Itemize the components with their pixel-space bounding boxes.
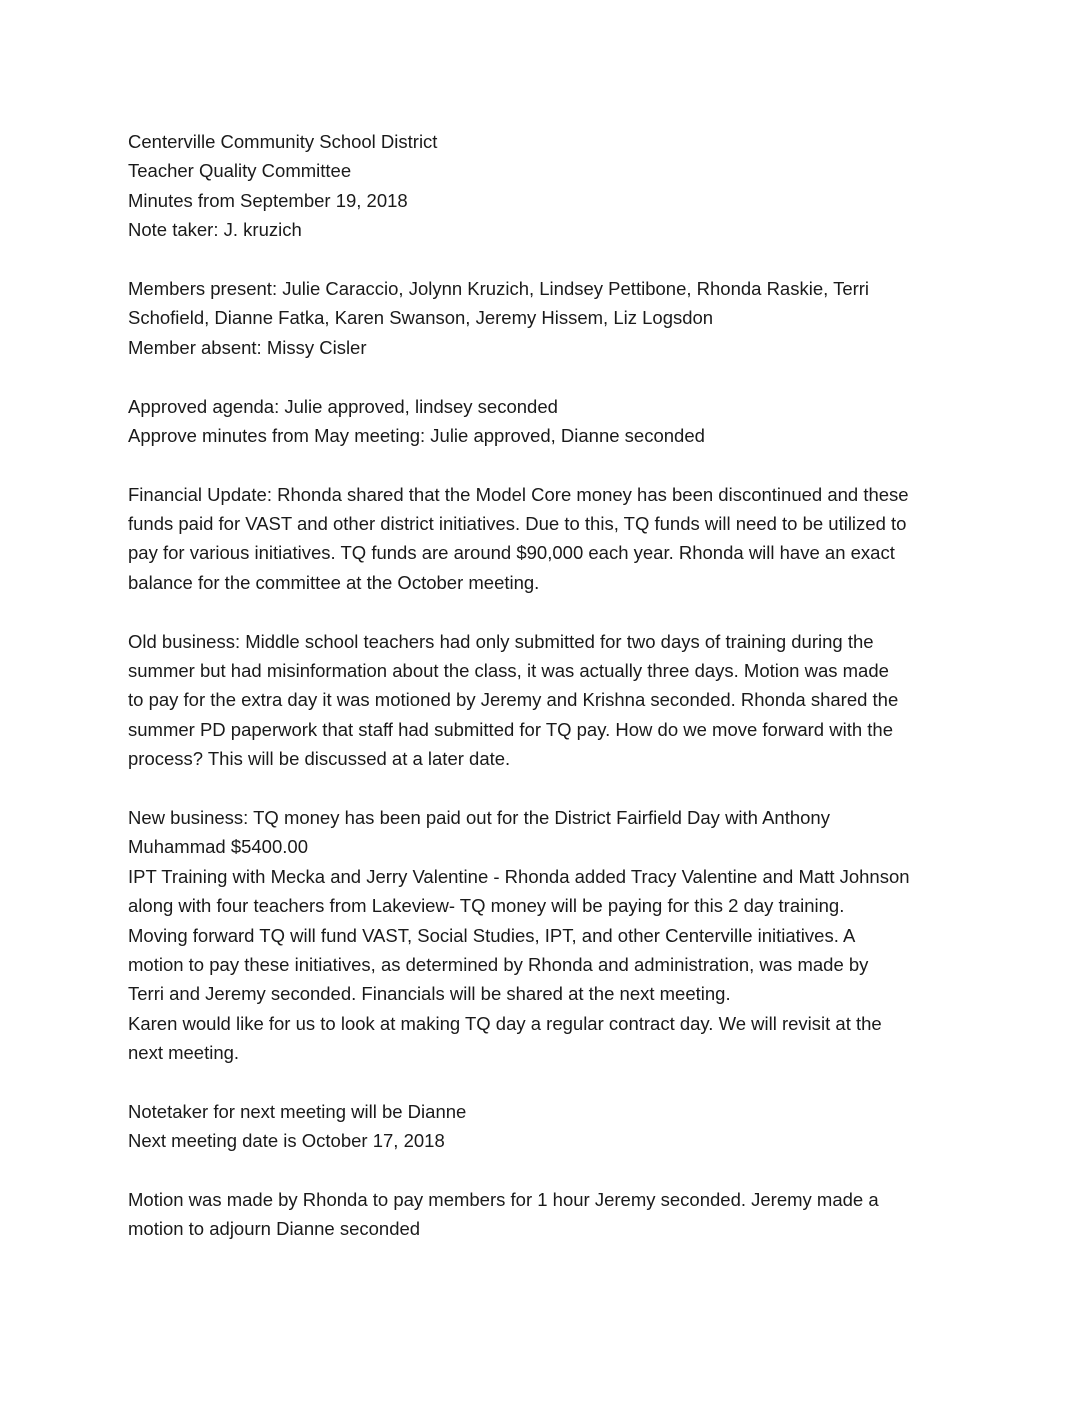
financial-update-line: pay for various initiatives. TQ funds are around $90,000 each year. Rhonda will have an exact xyxy=(128,542,895,564)
old-business-line: to pay for the extra day it was motioned by Jeremy and Krishna seconded. Rhonda shared the xyxy=(128,689,899,711)
new-business-line: Muhammad $5400.00 xyxy=(128,836,308,858)
new-business-line: Karen would like for us to look at making TQ day a regular contract day. We will revisit at the xyxy=(128,1012,882,1034)
new-business-line: IPT Training with Mecka and Jerry Valentine - Rhonda added Tracy Valentine and Matt Johnson xyxy=(128,865,910,887)
old-business-line: Old business: Middle school teachers had only submitted for two days of training during the xyxy=(128,630,874,652)
new-business-line: Terri and Jeremy seconded. Financials will be shared at the next meeting. xyxy=(128,983,731,1005)
district-name: Centerville Community School District xyxy=(128,131,438,152)
paragraph-gap xyxy=(128,1156,968,1185)
closing-line: motion to adjourn Dianne seconded xyxy=(128,1218,421,1240)
paragraph-gap xyxy=(128,362,968,391)
financial-update-line: funds paid for VAST and other district initiatives. Due to this, TQ funds will need to be utilized to xyxy=(128,513,907,535)
new-business-line: along with four teachers from Lakeview- TQ money will be paying for this 2 day training. xyxy=(128,895,845,917)
financial-update-paragraph xyxy=(128,480,968,598)
closing-paragraph xyxy=(128,1185,968,1244)
note-taker: Note taker: J. kruzich xyxy=(128,219,302,241)
old-business-line: summer PD paperwork that staff had submitted for TQ pay. How do we move forward with the xyxy=(128,718,893,740)
approved-agenda: Approved agenda: Julie approved, lindsey seconded xyxy=(128,395,558,417)
approved-minutes: Approve minutes from May meeting: Julie approved, Dianne seconded xyxy=(128,424,705,446)
new-business-line: Moving forward TQ will fund VAST, Social Studies, IPT, and other Centerville initiatives. A xyxy=(128,924,856,946)
paragraph-gap xyxy=(128,597,968,626)
new-business-line: next meeting. xyxy=(128,1042,240,1064)
new-business-line: motion to pay these initiatives, as determined by Rhonda and administration, was made by xyxy=(128,953,869,975)
approvals-block xyxy=(128,392,968,451)
new-business-line: New business: TQ money has been paid out for the District Fairfield Day with Anthony xyxy=(128,806,830,828)
closing-line: Motion was made by Rhonda to pay members for 1 hour Jeremy seconded. Jeremy made a xyxy=(128,1189,879,1211)
members-present-line: Schofield, Dianne Fatka, Karen Swanson, Jeremy Hissem, Liz Logsdon xyxy=(128,307,714,329)
committee-name: Teacher Quality Committee xyxy=(128,160,352,182)
minutes-body xyxy=(128,127,968,1244)
member-absent: Member absent: Missy Cisler xyxy=(128,336,367,358)
next-meeting-date: Next meeting date is October 17, 2018 xyxy=(128,1130,445,1152)
members-present-line: Members present: Julie Caraccio, Jolynn Kruzich, Lindsey Pettibone, Rhonda Raskie, Terri xyxy=(128,277,870,299)
paragraph-gap xyxy=(128,774,968,803)
financial-update-line: Financial Update: Rhonda shared that the Model Core money has been discontinued and these xyxy=(128,483,909,505)
next-notetaker: Notetaker for next meeting will be Dianne xyxy=(128,1100,467,1122)
header-block xyxy=(128,127,968,245)
new-business-paragraph xyxy=(128,803,968,1068)
paragraph-gap xyxy=(128,450,968,479)
old-business-paragraph xyxy=(128,627,968,774)
next-meeting-block xyxy=(128,1097,968,1156)
attendance-block xyxy=(128,274,968,362)
old-business-line: process? This will be discussed at a later date. xyxy=(128,748,511,770)
paragraph-gap xyxy=(128,1068,968,1097)
paragraph-gap xyxy=(128,245,968,274)
minutes-date: Minutes from September 19, 2018 xyxy=(128,189,408,211)
old-business-line: summer but had misinformation about the class, it was actually three days. Motion was made xyxy=(128,660,889,682)
financial-update-line: balance for the committee at the October meeting. xyxy=(128,571,540,593)
